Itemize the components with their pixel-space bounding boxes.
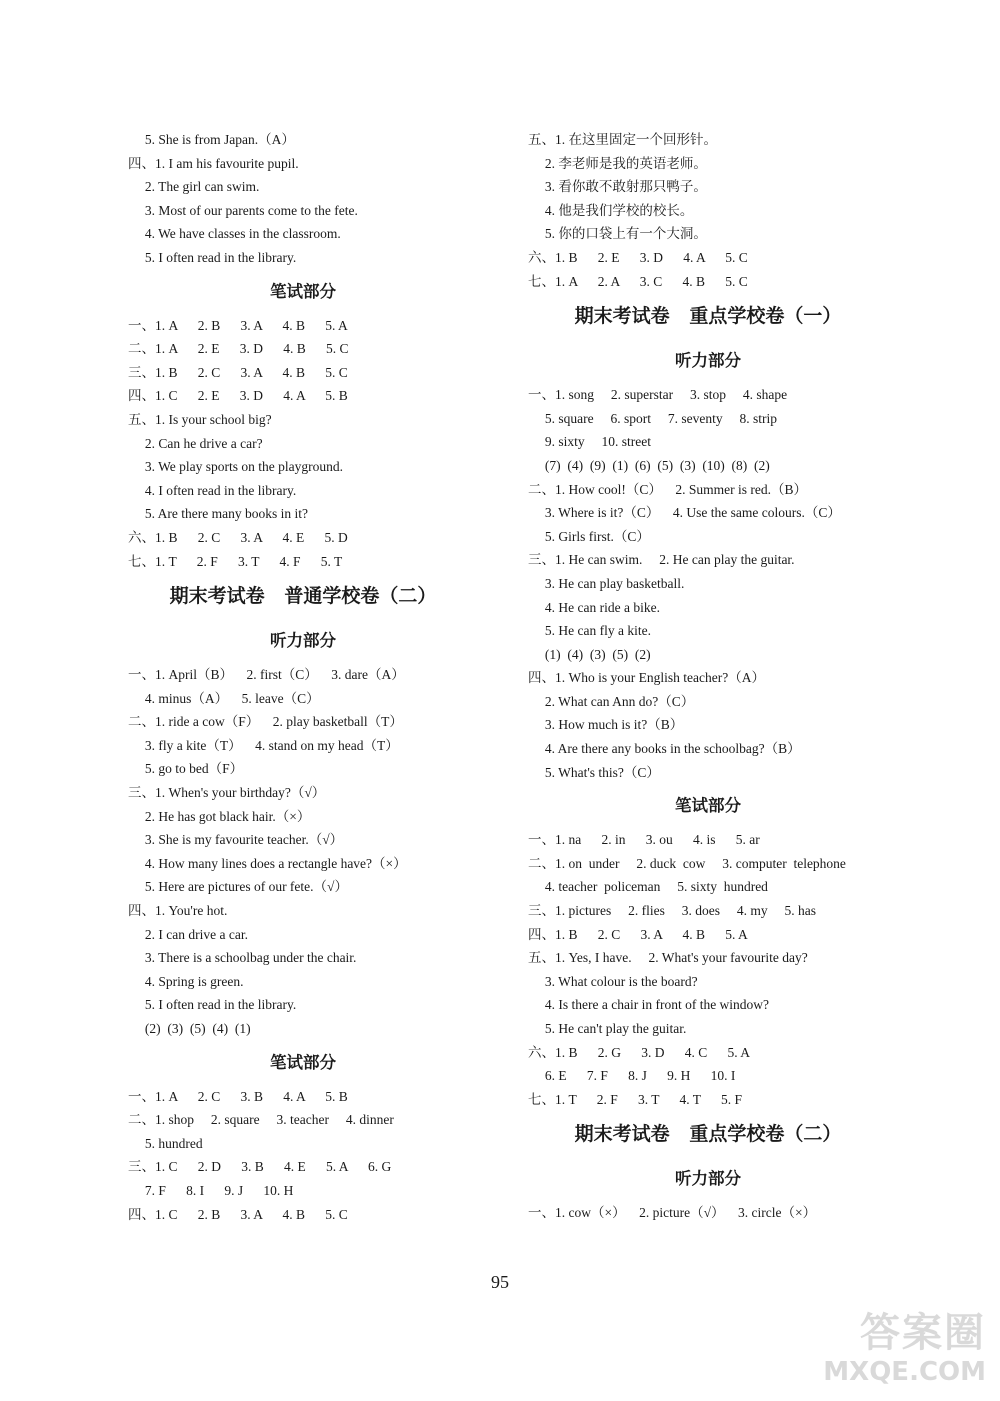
answer-line: 七、1. T 2. F 3. T 4. T 5. F (528, 1091, 743, 1107)
answer-line: 4. I often read in the library. (128, 482, 297, 498)
answer-line: 3. 看你敢不敢射那只鸭子。 (528, 179, 707, 195)
answer-line: 5. I often read in the library. (128, 249, 297, 265)
answer-line: 5. 你的口袋上有一个大洞。 (528, 226, 707, 242)
answer-line: 3. What colour is the board? (528, 973, 698, 989)
answer-line: 2. 李老师是我的英语老师。 (528, 155, 707, 171)
right-column (528, 128, 888, 1225)
answer-line: 5. square 6. sport 7. seventy 8. strip (528, 410, 777, 426)
answer-line: 3. Most of our parents come to the fete. (128, 202, 358, 218)
answer-line: 5. Here are pictures of our fete.（√） (128, 879, 348, 895)
answer-line: 六、1. B 2. G 3. D 4. C 5. A (528, 1044, 751, 1060)
answer-line: 四、1. I am his favourite pupil. (128, 155, 299, 171)
answer-line: 5. hundred (128, 1135, 203, 1151)
answer-line: 一、1. na 2. in 3. ou 4. is 5. ar (528, 832, 760, 848)
answer-line: 4. Are there any books in the schoolbag?（B） (528, 741, 801, 757)
answer-line: 5. She is from Japan.（A） (128, 132, 295, 147)
answer-line: 六、1. B 2. C 3. A 4. E 5. D (128, 529, 348, 545)
answer-line: 五、1. Yes, I have. 2. What's your favourite day? (528, 950, 808, 966)
answer-line: 9. sixty 10. street (528, 434, 651, 450)
part-heading: 听力部分 (675, 351, 741, 371)
part-heading: 听力部分 (270, 631, 336, 651)
answer-line: 五、1. Is your school big? (128, 411, 272, 427)
answer-line: 三、1. pictures 2. flies 3. does 4. my 5. has (528, 903, 816, 919)
answer-line: 4. teacher policeman 5. sixty hundred (528, 879, 768, 895)
answer-line: 2. He has got black hair.（×） (128, 808, 311, 824)
answer-line: 5. I often read in the library. (128, 997, 297, 1013)
exam-section-title: 期末考试卷 重点学校卷（二） (574, 1123, 842, 1146)
answer-line: 一、1. April（B） 2. first（C） 3. dare（A） (128, 667, 405, 683)
answer-line: 3. There is a schoolbag under the chair. (128, 950, 357, 966)
answer-line: 一、1. A 2. C 3. B 4. A 5. B (128, 1088, 348, 1104)
answer-line: 5. What's this?（C） (528, 764, 660, 780)
page-number: 95 (491, 1272, 509, 1292)
answer-line: 5. Girls first.（C） (528, 528, 650, 544)
answer-line: 5. go to bed（F） (128, 761, 244, 777)
answer-line: 4. Is there a chair in front of the window? (528, 997, 770, 1013)
answer-line: 一、1. A 2. B 3. A 4. B 5. A (128, 317, 348, 333)
answer-line: 二、1. shop 2. square 3. teacher 4. dinner (128, 1112, 394, 1128)
answer-line: (2) (3) (5) (4) (1) (128, 1021, 251, 1036)
answer-line: 六、1. B 2. E 3. D 4. A 5. C (528, 249, 748, 265)
answer-line: 三、1. He can swim. 2. He can play the guitar. (528, 552, 795, 568)
answer-line: 七、1. A 2. A 3. C 4. B 5. C (528, 273, 748, 289)
answer-line: 四、1. B 2. C 3. A 4. B 5. A (528, 926, 748, 942)
answer-line: 2. I can drive a car. (128, 926, 248, 942)
answer-line: 三、1. B 2. C 3. A 4. B 5. C (128, 364, 348, 380)
answer-line: 3. Where is it?（C） 4. Use the same colours.（C） (528, 505, 841, 521)
answer-line: 四、1. C 2. E 3. D 4. A 5. B (128, 388, 348, 404)
answer-line: 四、1. You're hot. (128, 903, 228, 919)
answer-line: 4. minus（A） 5. leave（C） (128, 690, 320, 706)
part-heading: 笔试部分 (270, 281, 336, 301)
answer-line: 二、1. on under 2. duck cow 3. computer telephone (528, 855, 846, 871)
part-heading: 笔试部分 (270, 1052, 336, 1072)
answer-line: 3. He can play basketball. (528, 575, 685, 591)
answer-line: 4. 他是我们学校的校长。 (528, 202, 694, 218)
answer-line: 7. F 8. I 9. J 10. H (128, 1182, 294, 1198)
answer-line: 4. He can ride a bike. (528, 599, 660, 615)
answer-line: 5. He can fly a kite. (528, 623, 651, 639)
answer-line: 3. How much is it?（B） (528, 717, 684, 733)
answer-line: 三、1. When's your birthday?（√） (128, 785, 326, 801)
answer-line: 二、1. A 2. E 3. D 4. B 5. C (128, 341, 349, 357)
part-heading: 听力部分 (675, 1169, 741, 1189)
answer-line: 五、1. 在这里固定一个回形针。 (528, 132, 717, 147)
answer-line: 3. fly a kite（T） 4. stand on my head（T） (128, 737, 399, 753)
answer-line: 4. Spring is green. (128, 973, 244, 989)
answer-line: 一、1. song 2. superstar 3. stop 4. shape (528, 387, 788, 403)
answer-line: 3. We play sports on the playground. (128, 459, 344, 475)
answer-line: 4. We have classes in the classroom. (128, 226, 341, 242)
exam-section-title: 期末考试卷 普通学校卷（二） (169, 585, 437, 608)
answer-line: 6. E 7. F 8. J 9. H 10. I (528, 1068, 736, 1084)
answer-line: 5. He can't play the guitar. (528, 1021, 687, 1036)
watermark-site-text: MXQE.COM (823, 1357, 986, 1387)
answer-line: 七、1. T 2. F 3. T 4. F 5. T (128, 553, 343, 569)
watermark-logo (786, 1309, 986, 1389)
answer-line: 2. The girl can swim. (128, 179, 260, 195)
answer-line: 4. How many lines does a rectangle have?（×） (128, 855, 407, 871)
part-heading: 笔试部分 (675, 796, 741, 816)
watermark-chinese-text: 答案圈 (860, 1310, 986, 1356)
answer-line: 3. She is my favourite teacher.（√） (128, 832, 344, 848)
answer-line: 二、1. ride a cow（F） 2. play basketball（T） (128, 714, 403, 730)
exam-section-title: 期末考试卷 重点学校卷（一） (574, 305, 842, 328)
answer-line: 5. Are there many books in it? (128, 506, 308, 522)
answer-line: 三、1. C 2. D 3. B 4. E 5. A 6. G (128, 1159, 392, 1175)
answer-line: (7) (4) (9) (1) (6) (5) (3) (10) (8) (2) (528, 457, 770, 473)
answer-line: (1) (4) (3) (5) (2) (528, 646, 651, 662)
answer-line: 四、1. Who is your English teacher?（A） (528, 670, 765, 686)
answer-line: 2. Can he drive a car? (128, 435, 263, 451)
answer-line: 四、1. C 2. B 3. A 4. B 5. C (128, 1206, 348, 1222)
left-column (128, 128, 478, 1226)
answer-line: 一、1. cow（×） 2. picture（√） 3. circle（×） (528, 1205, 817, 1221)
answer-line: 2. What can Ann do?（C） (528, 693, 695, 709)
answer-line: 二、1. How cool!（C） 2. Summer is red.（B） (528, 481, 807, 497)
